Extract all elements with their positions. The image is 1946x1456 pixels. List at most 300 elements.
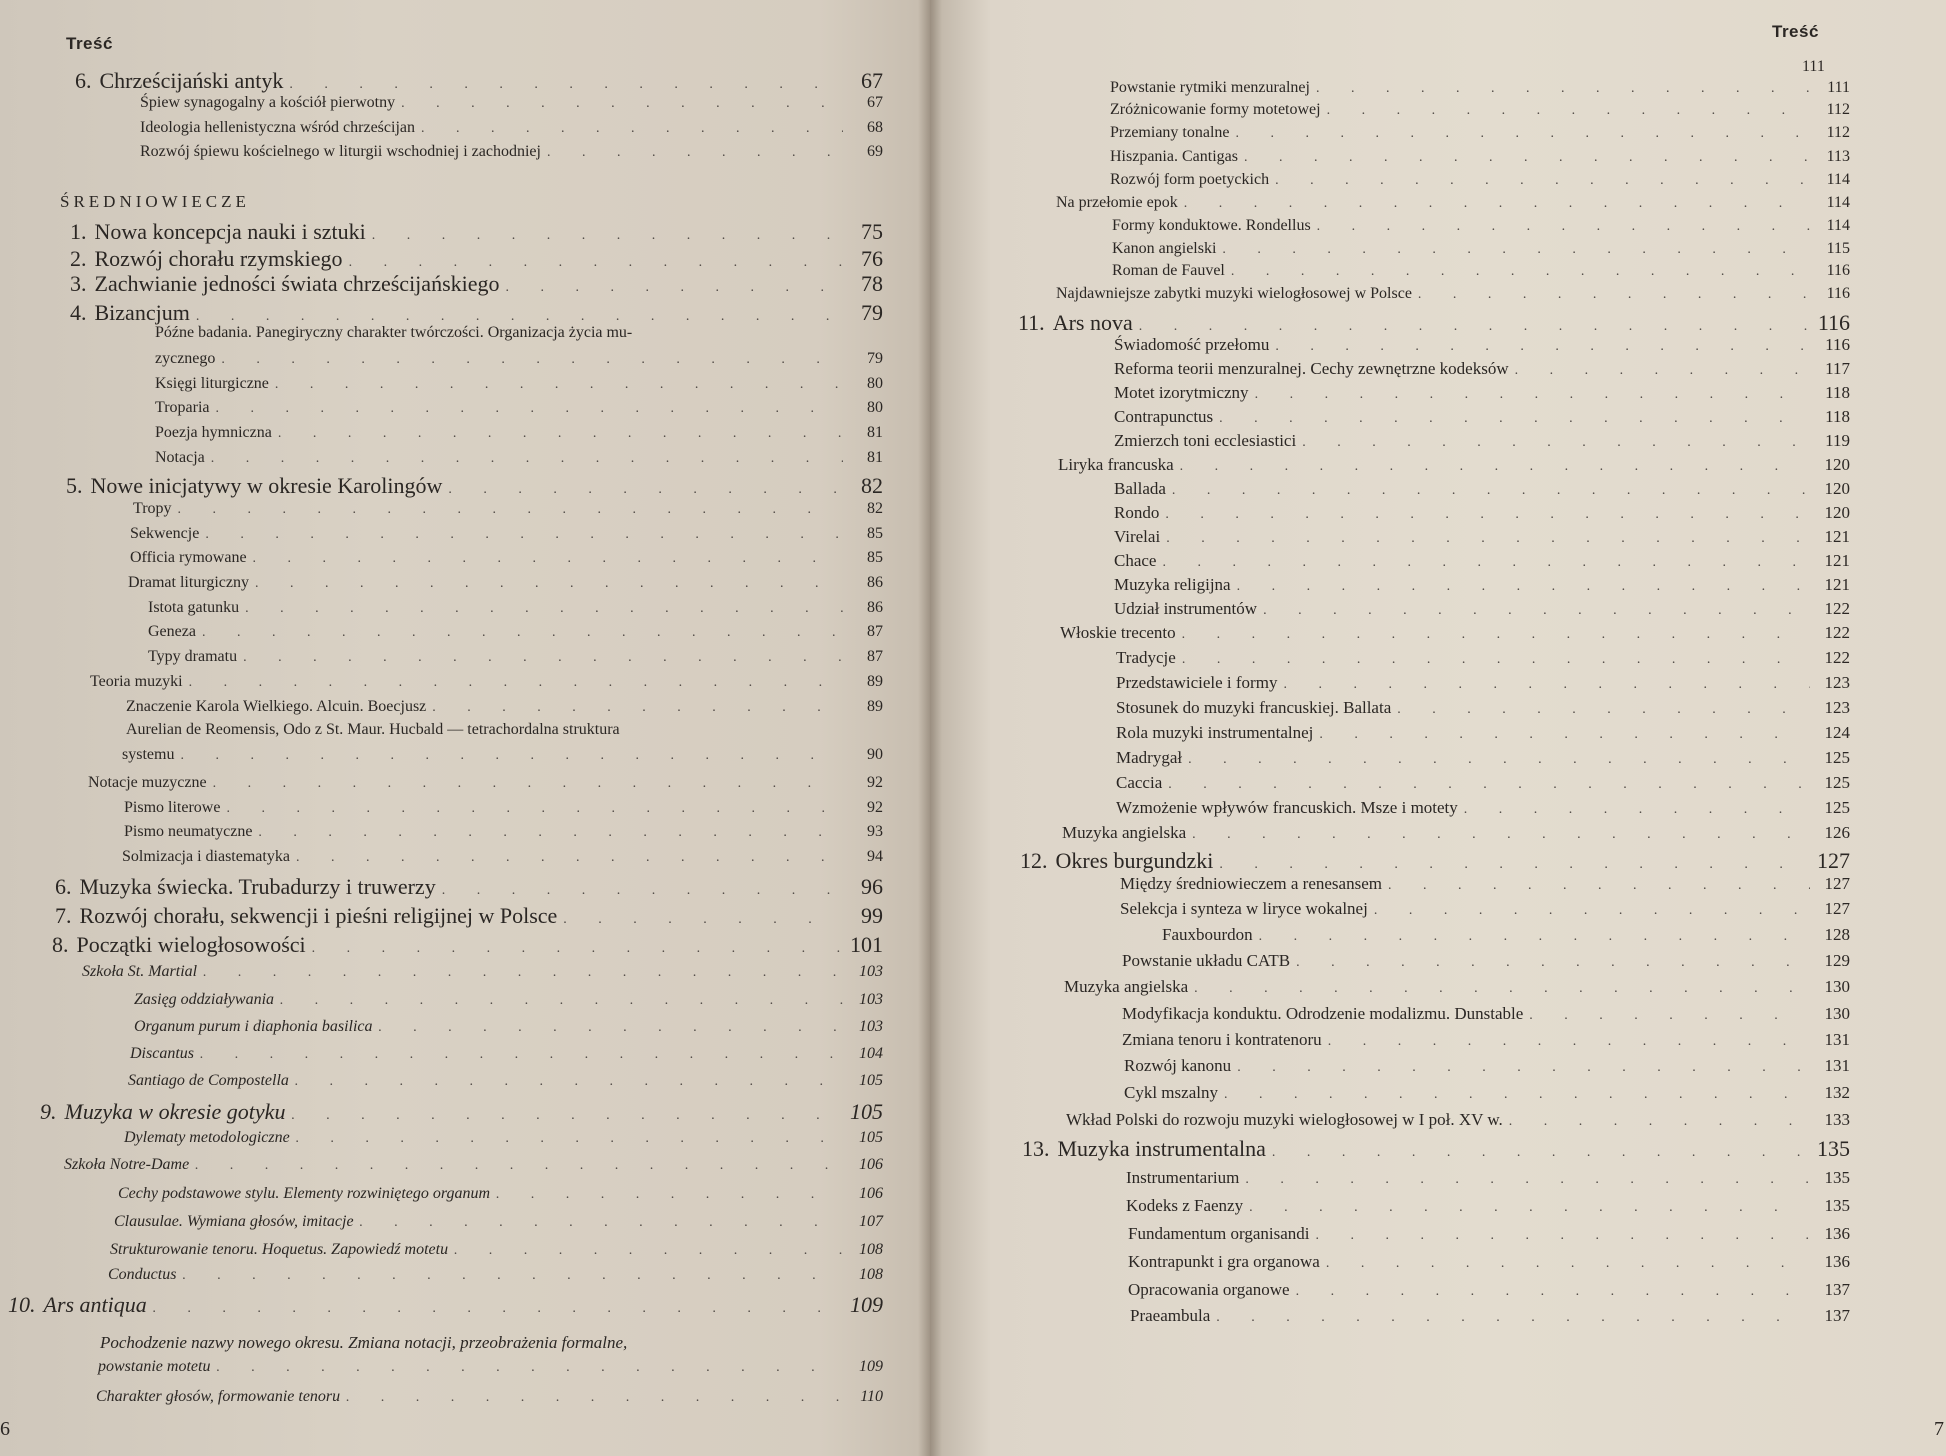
page-number: 81 [867,449,883,466]
entry-title: Na przełomie epok [1056,194,1178,211]
entry-title: Rozwój śpiewu kościelnego w liturgii wschodniej i zachodniej [140,143,541,160]
toc-entry[interactable] [1114,479,1850,499]
entry-title: Geneza [148,623,196,640]
toc-chapter[interactable] [55,874,883,900]
page-number: 112 [1826,124,1850,141]
page-number: 101 [850,932,883,957]
leader-dots [182,1268,843,1284]
toc-entry[interactable] [1116,773,1850,793]
leader-dots [253,551,843,567]
leader-dots [195,1158,843,1174]
toc-entry[interactable] [126,698,883,716]
toc-entry[interactable] [82,963,883,981]
leader-dots [1166,531,1810,547]
entry-title: Strukturowanie tenoru. Hoquetus. Zapowiedź motetu [110,1241,449,1258]
page-number: 80 [867,399,883,416]
leader-dots [245,601,843,617]
page-number: 131 [1824,1030,1850,1049]
leader-dots [153,1301,843,1317]
entry-title: Włoskie trecento [1060,623,1176,642]
toc-entry-line1[interactable]: Pochodzenie nazwy nowego okresu. Zmiana notacji, przeobrażenia formalne, [100,1333,628,1352]
chapter-title: Nowe inicjatywy w okresie Karolingów [90,473,443,498]
page-number: 127 [1824,874,1850,893]
leader-dots [275,377,843,393]
page-number: 90 [867,746,883,763]
page-number: 85 [867,549,883,566]
page-number: 99 [861,903,883,928]
toc-chapter[interactable] [1020,848,1850,874]
leader-dots [1236,126,1810,142]
leader-dots [226,801,843,817]
page-number: 92 [867,774,883,791]
page-number: 87 [867,623,883,640]
leader-dots [349,255,843,271]
page-number: 126 [1824,823,1850,842]
toc-entry[interactable] [1110,79,1850,97]
page-number: 136 [1824,1224,1850,1243]
leader-dots [312,941,843,957]
entry-title: Conductus [108,1266,177,1283]
page-number: 68 [867,119,883,136]
page-number: 109 [850,1292,883,1317]
leader-dots [442,883,843,899]
leader-dots [1244,150,1810,166]
toc-entry[interactable] [155,350,883,368]
entry-title: powstanie motetu [98,1358,211,1375]
toc-entry[interactable] [1066,1110,1850,1130]
toc-entry[interactable] [124,1129,883,1147]
toc-entry[interactable] [1114,599,1850,619]
toc-entry[interactable] [1114,551,1850,571]
toc-entry[interactable] [133,500,883,518]
book-gutter [918,0,942,1456]
leader-dots [289,77,843,93]
page-number: 76 [861,246,883,271]
chapter-number: 7. [55,903,72,928]
toc-entry[interactable] [1112,262,1850,280]
leader-dots [1515,363,1810,379]
toc-entry[interactable] [1110,148,1850,166]
leader-dots [1327,103,1810,119]
leader-dots [1275,339,1810,355]
toc-chapter[interactable] [1022,1136,1850,1162]
toc-entry[interactable] [98,1358,883,1376]
entry-title: Hiszpania. Cantigas [1110,148,1238,165]
entry-title: Sekwencje [130,525,200,542]
toc-entry[interactable] [1128,1252,1850,1272]
toc-entry[interactable] [124,823,883,841]
toc-entry[interactable] [1116,723,1850,743]
leader-dots [1397,702,1810,718]
leader-dots [205,527,843,543]
entry-title: Typy dramatu [148,648,238,665]
chapter-title: Muzyka świecka. Trubadurzy i truwerzy [79,874,436,899]
entry-title: Contrapunctus [1114,407,1214,426]
page-number: 116 [1826,285,1850,302]
toc-chapter[interactable] [70,246,883,272]
page-number: 105 [859,1072,883,1089]
entry-title: Rozwój form poetyckich [1110,171,1270,188]
leader-dots [1275,173,1810,189]
entry-title: Tropy [133,500,172,517]
toc-entry[interactable] [1114,383,1850,403]
toc-entry[interactable] [155,375,883,393]
page-number: 108 [859,1266,883,1283]
entry-title: systemu [122,746,175,763]
leader-dots [1216,1310,1810,1326]
toc-entry[interactable] [1120,899,1850,919]
page-number: 107 [859,1213,883,1230]
leader-dots [506,280,843,296]
toc-entry[interactable] [1120,874,1850,894]
entry-title: Chace [1114,551,1157,570]
toc-entry[interactable] [122,848,883,866]
page-number: 118 [1825,407,1850,426]
leader-dots [196,309,843,325]
page-number: 67 [867,94,883,111]
running-header-left: Treść [66,34,113,53]
page-number: 85 [867,525,883,542]
entry-title: Santiago de Compostella [128,1072,289,1089]
leader-dots [372,228,843,244]
leader-dots [1245,1172,1810,1188]
entry-title: Stosunek do muzyki francuskiej. Ballata [1116,698,1392,717]
toc-entry[interactable] [1116,648,1850,668]
page-number: 136 [1824,1252,1850,1271]
toc-entry[interactable] [1124,1083,1850,1103]
leader-dots [178,502,843,518]
chapter-title: Ars antiqua [43,1292,147,1317]
toc-chapter[interactable] [66,473,883,499]
toc-entry[interactable] [140,119,883,137]
toc-entry[interactable] [1110,101,1850,119]
page-number: 121 [1824,527,1850,546]
page-number: 103 [859,1018,883,1035]
page-number: 93 [867,823,883,840]
leader-dots [1464,802,1810,818]
page-number: 116 [1826,262,1850,279]
chapter-title: Bizancjum [94,300,190,325]
leader-dots [1315,1228,1810,1244]
page-number: 131 [1824,1056,1850,1075]
page-number: 125 [1824,798,1850,817]
leader-dots [1272,1145,1810,1161]
page-number: 130 [1824,977,1850,996]
leader-dots [379,1020,843,1036]
chapter-number: 9. [40,1099,57,1124]
toc-entry[interactable] [1122,1004,1850,1024]
leader-dots [202,625,843,641]
page-number: 79 [867,350,883,367]
entry-title: Zróżnicowanie formy motetowej [1110,101,1321,118]
toc-entry[interactable] [1114,575,1850,595]
page-number: 116 [1825,335,1850,354]
entry-title: Instrumentarium [1126,1168,1240,1187]
leader-dots [216,401,843,417]
entry-title: Muzyka angielska [1062,823,1187,842]
running-header-right: Treść [1772,22,1819,41]
entry-title: Księgi liturgiczne [155,375,269,392]
chapter-title: Chrześcijański antyk [99,68,284,93]
page-number: 82 [867,500,883,517]
toc-entry[interactable] [1122,951,1850,971]
leader-dots [496,1187,843,1203]
toc-entry[interactable] [108,1266,883,1284]
entry-title: Szkoła St. Martial [82,963,198,980]
page-number: 81 [867,424,883,441]
entry-title: zycznego [155,350,216,367]
toc-entry[interactable] [1116,798,1850,818]
toc-entry[interactable] [140,143,883,161]
leader-dots [1317,219,1810,235]
page-number: 80 [867,375,883,392]
page-number: 87 [867,648,883,665]
toc-entry[interactable] [134,1018,883,1036]
toc-entry[interactable] [1060,623,1850,643]
entry-title: Wzmożenie wpływów francuskich. Msze i motety [1116,798,1458,817]
page-number: 129 [1824,951,1850,970]
toc-entry[interactable] [1114,431,1850,451]
leader-dots [1168,777,1810,793]
leader-dots [1316,81,1810,97]
page-number: 120 [1824,479,1850,498]
leader-dots [346,1390,843,1406]
toc-entry[interactable] [1126,1196,1850,1216]
page-number: 79 [861,300,883,325]
leader-dots [421,121,843,137]
page-number: 111 [1827,79,1850,96]
toc-chapter[interactable] [70,271,883,297]
entry-title: Wkład Polski do rozwoju muzyki wielogłosowej w I poł. XV w. [1066,1110,1503,1129]
toc-entry[interactable] [1122,1030,1850,1050]
toc-entry-line1[interactable]: Aurelian de Reomensis, Odo z St. Maur. Hucbald — tetrachordalna struktura [126,721,620,738]
toc-entry[interactable] [1112,217,1850,235]
leader-dots [1188,752,1810,768]
toc-entry[interactable] [88,774,883,792]
toc-entry[interactable] [1112,240,1850,258]
entry-title: Poezja hymniczna [155,424,272,441]
page-number: 111 [1802,58,1825,75]
toc-entry[interactable] [128,574,883,592]
toc-entry[interactable] [1110,124,1850,142]
toc-entry[interactable] [1130,1306,1850,1326]
toc-chapter[interactable] [70,300,883,326]
page-number: 108 [859,1241,883,1258]
entry-title: Reforma teorii menzuralnej. Cechy zewnętrzne kodeksów [1114,359,1509,378]
page-number: 114 [1826,171,1850,188]
toc-entry[interactable] [1162,925,1850,945]
toc-entry[interactable] [64,1156,883,1174]
leader-dots [1192,827,1810,843]
toc-entry[interactable] [1110,171,1850,189]
page-number: 122 [1824,648,1850,667]
toc-entry[interactable] [148,623,883,641]
toc-entry[interactable] [1114,335,1850,355]
toc-entry[interactable] [1064,977,1850,997]
toc-chapter[interactable] [8,1292,883,1318]
toc-entry[interactable] [148,648,883,666]
toc-chapter[interactable] [75,68,883,94]
toc-entry[interactable] [1124,1056,1850,1076]
toc-entry[interactable] [1114,359,1850,379]
entry-title: Opracowania organowe [1128,1280,1290,1299]
toc-entry[interactable] [1056,194,1850,212]
entry-title: Formy konduktowe. Rondellus [1112,217,1311,234]
leader-dots [291,1108,843,1124]
leader-dots [1219,857,1810,873]
toc-chapter[interactable] [52,932,883,958]
entry-title: Madrygał [1116,748,1183,767]
toc-entry[interactable] [1056,285,1850,303]
page-number: 103 [859,963,883,980]
entry-title: Troparia [155,399,210,416]
page-number: 135 [1817,1136,1850,1161]
toc-chapter[interactable] [70,219,883,245]
entry-title: Organum purum i diaphonia basilica [134,1018,373,1035]
page-number: 86 [867,574,883,591]
chapter-title: Muzyka w okresie gotyku [64,1099,286,1124]
toc-entry[interactable] [110,1241,883,1259]
toc-entry[interactable] [1062,823,1850,843]
page-number: 67 [861,68,883,93]
leader-dots [1263,603,1810,619]
toc-entry[interactable] [155,424,883,442]
toc-entry[interactable] [1058,455,1850,475]
leader-dots [1283,677,1810,693]
leader-dots [448,482,843,498]
leader-dots [216,1360,843,1376]
entry-title: Virelai [1114,527,1161,546]
toc-chapter[interactable] [40,1099,883,1125]
toc-entry[interactable] [122,746,883,764]
page-number: 135 [1824,1196,1850,1215]
page-number: 75 [861,219,883,244]
page-number: 78 [861,271,883,296]
page-number: 69 [867,143,883,160]
page-number: 123 [1824,673,1850,692]
leader-dots [1374,903,1810,919]
leader-dots [258,825,843,841]
leader-dots [1219,411,1810,427]
entry-title: Liryka francuska [1058,455,1174,474]
page-number: 82 [861,473,883,498]
entry-title: Ideologia hellenistyczna wśród chrześcijan [140,119,415,136]
leader-dots [432,700,843,716]
chapter-number: 8. [52,932,69,957]
toc-chapter[interactable] [55,903,883,929]
toc-entry[interactable] [130,549,883,567]
toc-entry[interactable] [90,673,883,691]
page-number: 89 [867,673,883,690]
toc-entry[interactable] [140,94,883,112]
toc-entry[interactable] [155,449,883,467]
toc-entry[interactable] [1114,407,1850,427]
entry-title: Szkoła Notre-Dame [64,1156,190,1173]
entry-title: Modyfikacja konduktu. Odrodzenie modalizmu. Dunstable [1122,1004,1524,1023]
page-number: 121 [1824,551,1850,570]
leader-dots [213,776,843,792]
entry-title: Rola muzyki instrumentalnej [1116,723,1314,742]
toc-entry[interactable] [1126,1168,1850,1188]
toc-entry-line1[interactable]: Późne badania. Panegiryczny charakter twórczości. Organizacja życia mu- [155,324,633,341]
entry-title: Officia rymowane [130,549,247,566]
toc-entry[interactable] [96,1388,883,1406]
leader-dots [1237,1060,1810,1076]
toc-entry[interactable] [128,1072,883,1090]
page-number: 114 [1826,217,1850,234]
page-number: 103 [859,991,883,1008]
page-number: 127 [1817,848,1850,873]
toc-entry[interactable] [114,1213,883,1231]
leader-dots [255,576,843,592]
page-number: 133 [1824,1110,1850,1129]
page-number: 127 [1824,899,1850,918]
entry-title: Kodeks z Faenzy [1126,1196,1244,1215]
page-number: 89 [867,698,883,715]
entry-title: Znaczenie Karola Wielkiego. Alcuin. Boecjusz [126,698,427,715]
toc-entry[interactable] [1114,527,1850,547]
toc-entry[interactable] [1116,748,1850,768]
page-number: 121 [1824,575,1850,594]
chapter-number: 4. [70,300,87,325]
toc-entry[interactable] [130,525,883,543]
toc-entry[interactable] [124,799,883,817]
leader-dots [211,451,843,467]
chapter-title: Rozwój chorału rzymskiego [94,246,343,271]
entry-title: Solmizacja i diastematyka [122,848,290,865]
toc-entry[interactable] [1114,503,1850,523]
entry-title: Udział instrumentów [1114,599,1258,618]
entry-title: Rozwój kanonu [1124,1056,1232,1075]
leader-dots [1259,929,1810,945]
leader-dots [1184,196,1810,212]
toc-entry[interactable] [1128,1224,1850,1244]
page-number: 124 [1824,723,1850,742]
toc-chapter[interactable] [1018,310,1850,336]
page-number: 125 [1824,748,1850,767]
toc-entry[interactable] [1128,1280,1850,1300]
toc-entry[interactable] [148,599,883,617]
section-heading: ŚREDNIOWIECZE [60,192,250,211]
entry-title: Cykl mszalny [1124,1083,1218,1102]
entry-title: Rondo [1114,503,1160,522]
toc-entry[interactable] [1116,698,1850,718]
entry-title: Kanon angielski [1112,240,1217,257]
toc-entry[interactable] [118,1185,883,1203]
chapter-title: Początki wielogłosowości [76,932,306,957]
entry-title: Przedstawiciele i formy [1116,673,1278,692]
page-folio: 7 [1934,1418,1944,1440]
entry-title: Ballada [1114,479,1166,498]
entry-title: Charakter głosów, formowanie tenoru [96,1388,341,1405]
chapter-number: 13. [1022,1136,1050,1161]
leader-dots [547,145,843,161]
page-number: 117 [1825,359,1850,378]
toc-entry[interactable] [155,399,883,417]
toc-entry[interactable] [130,1045,883,1063]
entry-title: Fauxbourdon [1162,925,1253,944]
entry-title: Praeambula [1130,1306,1211,1325]
leader-dots [563,912,843,928]
chapter-title: Rozwój chorału, sekwencji i pieśni religijnej w Polsce [79,903,558,928]
leader-dots [1139,319,1810,335]
page-number: 109 [859,1358,883,1375]
toc-entry[interactable] [134,991,883,1009]
leader-dots [1172,483,1810,499]
toc-entry[interactable] [1116,673,1850,693]
page-number: 122 [1824,623,1850,642]
chapter-number: 6. [55,874,72,899]
